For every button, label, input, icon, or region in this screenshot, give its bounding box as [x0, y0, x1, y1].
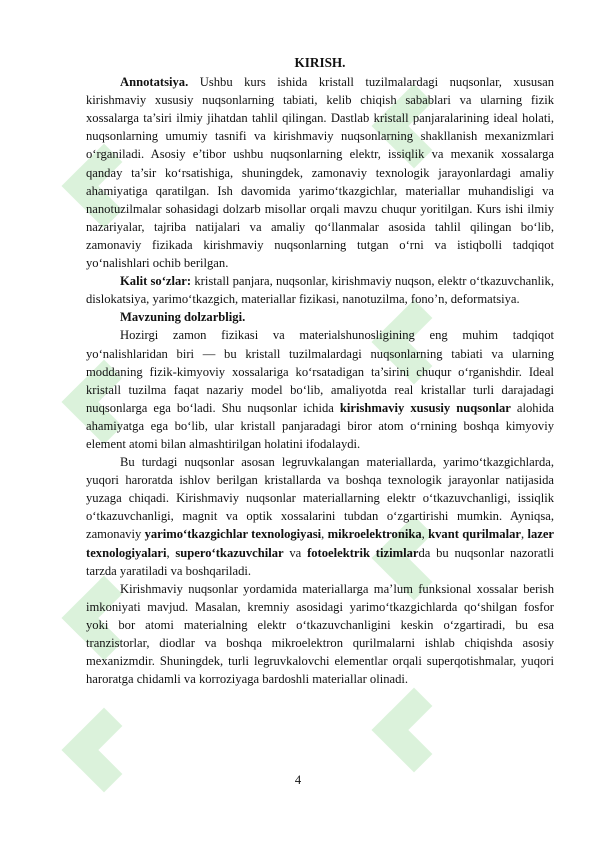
abstract-paragraph [86, 73, 554, 272]
keywords-label: Kalit so‘zlar: [120, 274, 192, 289]
emphasis-text: mikroelektronika [327, 527, 422, 542]
relevance-paragraph-1 [86, 326, 554, 453]
paragraph-text: alohida ahamiyatga ega bo‘lib, ular kristall panjaradagi biror atom o‘rnining boshqa kimyoviy element atomi bilan almashtirilgan holatini ifodalaydi. [86, 400, 554, 451]
emphasis-text: lazer texnologiyalari [86, 527, 555, 560]
separator-text: , [321, 527, 328, 542]
paragraph-text: da bu nuqsonlar nazoratli tarzda yaratiladi va boshqariladi. [86, 545, 554, 578]
watermark-chevron-icon [372, 688, 457, 773]
emphasis-text: yarimo‘tkazgichlar texnologiyasi [144, 527, 322, 542]
separator-text: , [421, 527, 429, 542]
emphasis-text: kirishmaviy xususiy nuqsonlar [339, 400, 511, 415]
abstract-label: Annotatsiya. [120, 75, 189, 90]
keywords-text: kristall panjara, nuqsonlar, kirishmaviy nuqson, elektr o‘tkazuvchanlik, dislokatsiya, yarimo‘tkazgich, materiallar fizikasi, nanotuzilma, fono’n, deformatsiya. [86, 274, 554, 307]
relevance-paragraph-3: Kirishmaviy nuqsonlar yordamida materiallarga ma’lum funksional xossalar berish imkoniyati mavjud. Masalan, kremniy asosidagi yarimo‘tkazgichlarda qo‘shilgan fosfor yoki bor atomi materialning elektr o‘tkazuvchanligini keskin o‘zgartiradi, bu esa tranzistorlar, diodlar va boshqa mikroelektron qurilmalarni ishlab chiqishda asosiy mexanizmdir. Shuningdek, turli legruvkalovchi elementlar orqali superqotishmalar, yuqori haroratga chidamli va korroziyaga bardoshli materiallar olinadi. [86, 581, 554, 687]
emphasis-text: supero‘tkazuvchilar [175, 545, 284, 560]
section-heading: Mavzuning dolzarbligi. [120, 310, 246, 325]
separator-text: , [520, 527, 528, 542]
abstract-text: Ushbu kurs ishida kristall tuzilmalardagi nuqsonlar, xususan kirishmaviy xususiy nuqsonlarning tabiati, kelib chiqish sabablari va ularning fizik xossalarga ta’siri ilmiy jihatdan tahlil qilingan. Dastlab kristall panjaralarining ideal holati, nuqsonlarning umumiy tasnifi va kirishmaviy nuqsonlarning shakllanish mexanizmlari o‘rganiladi. Asosiy e’tibor ushbu nuqsonlarning elektr, issiqlik va mexanik xossalarga qanday ta’sir ko‘rsatishiga, shuningdek, zamonaviy texnologik jarayonlardagi amaliy ahamiyatiga qaratilgan. Ish davomida yarimo‘tkazgichlar, materiallar muhandisligi va nanotuzilmalar sohasidagi dolzarb misollar orqali mavzu chuqur yoritilgan. Kurs ishi ilmiy nazariyalar, tajriba natijalari va amaliy qo‘llanmalar asosida tahlil qilingan bo‘lib, zamonaviy fizikada kirishmaviy nuqsonlarning tutgan o‘rni va istiqbolli tadqiqot yo‘nalishlari ochib berilgan. [86, 75, 554, 271]
keywords-paragraph [86, 272, 554, 308]
emphasis-text: kvant qurilmalar [428, 527, 521, 542]
separator-text: va [283, 545, 308, 560]
emphasis-text: fotoelektrik tizimlar [307, 545, 419, 560]
separator-text: , [166, 545, 176, 560]
document-body [86, 54, 554, 688]
page-title: KIRISH. [294, 55, 346, 70]
paragraph-text: Bu turdagi nuqsonlar asosan legruvkalangan materiallarda, yarimo‘tkazgichlarda, yuqori haroratda ishlov berilgan kristallarda va boshqa texnologik jarayonlar natijasida yuzaga chiqadi. Kirishmaviy nuqsonlar materiallarning elektr o‘tkazuvchanligi, issiqlik o‘tkazuvchanligi, magnit va optik xossalarini tubdan o‘zgartirishi mumkin. Ayniqsa, zamonaviy [86, 455, 554, 542]
relevance-paragraph-2 [86, 453, 554, 580]
page-number: 4 [294, 773, 302, 787]
paragraph-text: Hozirgi zamon fizikasi va materialshunosligining eng muhim tadqiqot yo‘nalishlaridan biri — bu kristall tuzilmalardagi nuqsonlarning tabiati va ularning moddaning fizik-kimyoviy xossalariga ko‘rsatadigan ta’sirini chuqur o‘rganishdir. Ideal kristall tuzilma faqat nazariy model bo‘lib, amaliyotda real kristallar turli darajadagi nuqsonlarga ega bo‘ladi. Shu nuqsonlar ichida [86, 328, 554, 415]
